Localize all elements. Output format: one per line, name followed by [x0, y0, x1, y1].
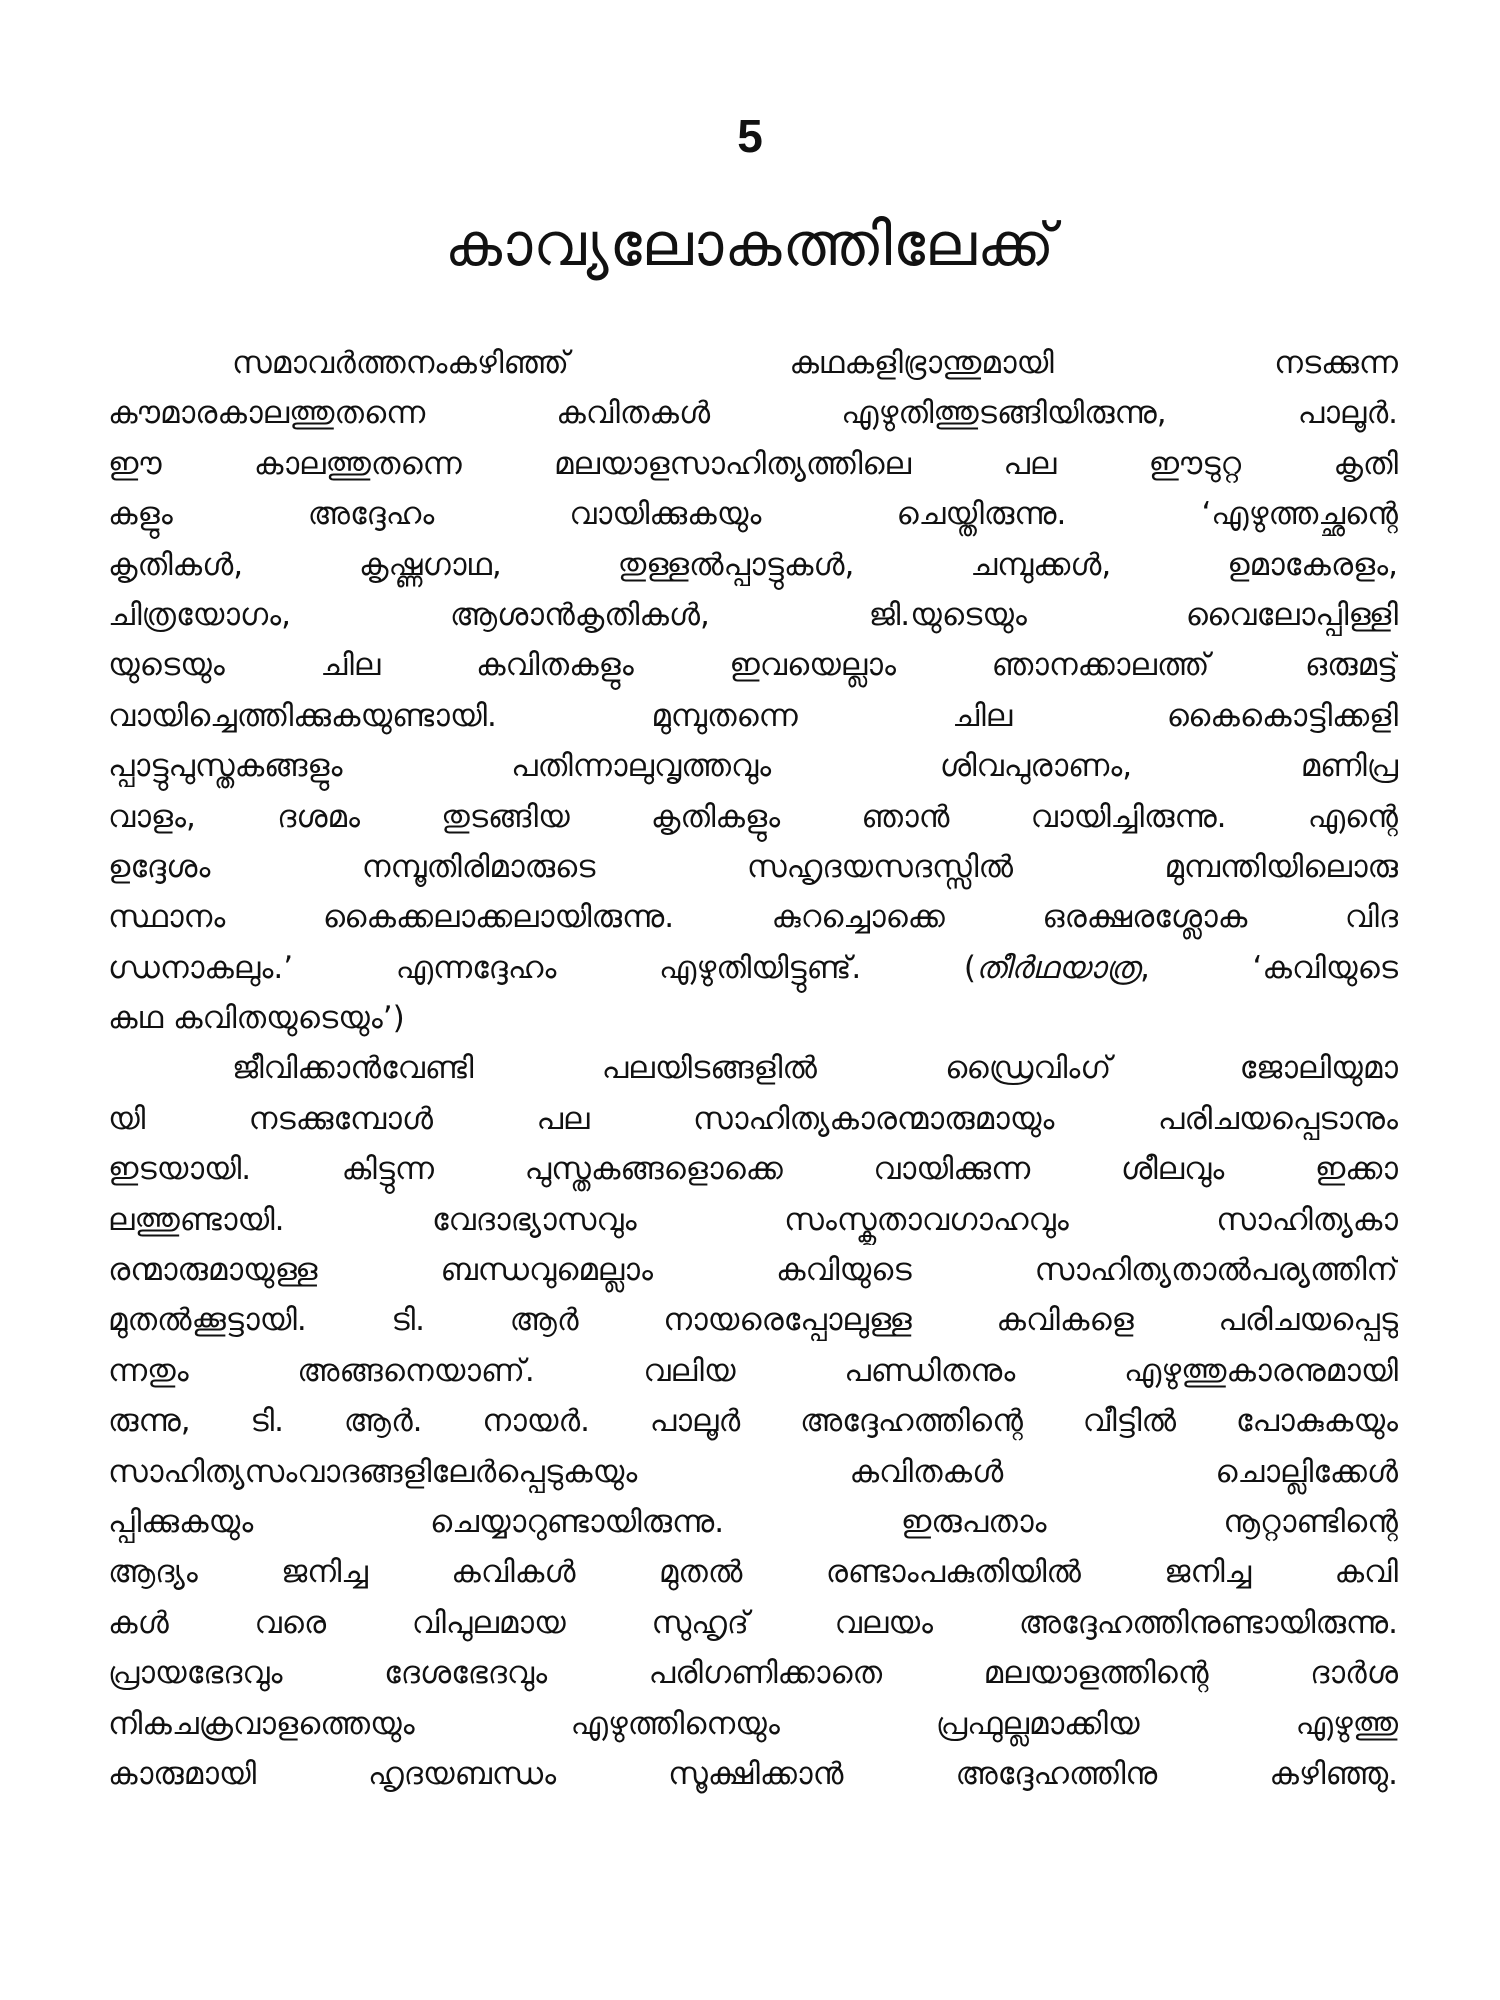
paragraph-line: കൗമാരകാലത്തുതന്നെ കവിതകൾ എഴുതിത്തുടങ്ങിയിരുന്നു, പാലൂർ.: [108, 395, 1398, 432]
paragraph-line: ചിത്രയോഗം, ആശാൻകൃതികൾ, ജി.യുടെയും വൈലോപ്പിള്ളി: [108, 596, 1398, 633]
line-text: ഗ്ധനാകലും.’ എന്നദ്ദേഹം എഴുതിയിട്ടുണ്ട്. (: [108, 949, 976, 986]
paragraph-line: കഥ കവിതയുടെയും’): [108, 1000, 405, 1037]
paragraph-line: വാളം, ദശമം തുടങ്ങിയ കൃതികളും ഞാൻ വായിച്ചിരുന്നു. എന്റെ: [108, 798, 1398, 835]
paragraph-line: രന്മാരുമായുള്ള ബന്ധവുമെല്ലാം കവിയുടെ സാഹിത്യതാൽപര്യത്തിന്: [108, 1252, 1398, 1289]
chapter-number: 5: [737, 110, 763, 162]
paragraph-line: ലത്തുണ്ടായി. വേദാഭ്യാസവും സംസ്കൃതാവഗാഹവും സാഹിത്യകാ: [108, 1201, 1398, 1238]
line-text: , ‘കവിയുടെ: [1140, 949, 1398, 986]
paragraph-line: മുതൽക്കൂട്ടായി. ടി. ആർ നായരെപ്പോലുള്ള കവികളെ പരിചയപ്പെടു: [108, 1302, 1398, 1339]
paragraph-line: ഉദ്ദേശം നമ്പൂതിരിമാരുടെ സഹൃദയസദസ്സിൽ മുമ്പന്തിയിലൊരു: [108, 848, 1398, 885]
paragraph-line: ന്നതും അങ്ങനെയാണ്. വലിയ പണ്ഡിതനും എഴുത്തുകാരനുമായി: [108, 1352, 1398, 1389]
book-title-italic: തീർഥയാത്ര: [975, 949, 1141, 986]
paragraph-line: യുടെയും ചില കവിതകളും ഇവയെല്ലാം ഞാനക്കാലത്ത് ഒരുമട്ട്: [108, 647, 1398, 684]
paragraph-line: ജീവിക്കാൻവേണ്ടി പലയിടങ്ങളിൽ ഡ്രൈവിംഗ് ജോലിയുമാ: [232, 1050, 1398, 1087]
paragraph-line: കൾ വരെ വിപുലമായ സുഹൃദ് വലയം അദ്ദേഹത്തിനുണ്ടായിരുന്നു.: [108, 1604, 1398, 1641]
paragraph-line: യി നടക്കുമ്പോൾ പല സാഹിത്യകാരന്മാരുമായും പരിചയപ്പെടാനും: [108, 1100, 1398, 1137]
paragraph-line: പ്രായഭേദവും ദേശഭേദവും പരിഗണിക്കാതെ മലയാളത്തിന്റെ ദാർശ: [108, 1655, 1398, 1692]
chapter-title: കാവ്യലോകത്തിലേക്ക്: [444, 210, 1056, 280]
paragraph-line: [108, 943, 1398, 993]
paragraph-line: നികചക്രവാളത്തെയും എഴുത്തിനെയും പ്രഫുല്ലമാക്കിയ എഴുത്തു: [108, 1705, 1398, 1742]
paragraph-line: ആദ്യം ജനിച്ച കവികൾ മുതൽ രണ്ടാംപകുതിയിൽ ജനിച്ച കവി: [108, 1554, 1398, 1591]
paragraph-line: സ്ഥാനം കൈക്കലാക്കലായിരുന്നു. കുറച്ചൊക്കെ ഒരക്ഷരശ്ലോക വിദ: [108, 899, 1398, 936]
paragraph-line: സാഹിത്യസംവാദങ്ങളിലേർപ്പെടുകയും കവിതകൾ ചൊല്ലിക്കേൾ: [108, 1453, 1398, 1490]
paragraph-line: പ്പാട്ടുപുസ്തകങ്ങളും പതിന്നാലുവൃത്തവും ശിവപുരാണം, മണിപ്ര: [108, 748, 1398, 785]
paragraph-line: കാരുമായി ഹൃദയബന്ധം സൂക്ഷിക്കാൻ അദ്ദേഹത്തിനു കഴിഞ്ഞു.: [108, 1755, 1398, 1792]
paragraph-line: സമാവർത്തനംകഴിഞ്ഞ് കഥകളിഭ്രാന്തുമായി നടക്കുന്ന: [232, 345, 1398, 381]
paragraph-line: വായിച്ചെത്തിക്കുകയുണ്ടായി. മുമ്പുതന്നെ ചില കൈകൊട്ടിക്കളി: [108, 697, 1398, 734]
paragraph-line: പ്പിക്കുകയും ചെയ്യാറുണ്ടായിരുന്നു. ഇരുപതാം നൂറ്റാണ്ടിന്റെ: [108, 1503, 1398, 1540]
paragraph-line: ഇടയായി. കിട്ടുന്ന പുസ്തകങ്ങളൊക്കെ വായിക്കുന്ന ശീലവും ഇക്കാ: [108, 1151, 1398, 1188]
paragraph-line: രുന്നു, ടി. ആർ. നായർ. പാലൂർ അദ്ദേഹത്തിന്റെ വീട്ടിൽ പോകുകയും: [108, 1403, 1398, 1440]
paragraph-line: കൃതികൾ, കൃഷ്ണഗാഥ, തുള്ളൽപ്പാട്ടുകൾ, ചമ്പുക്കൾ, ഉമാകേരളം,: [108, 546, 1398, 583]
body-text: [108, 338, 1398, 1799]
paragraph-line: ഈ കാലത്തുതന്നെ മലയാളസാഹിത്യത്തിലെ പല ഈടുറ്റ കൃതി: [108, 445, 1398, 482]
paragraph-line: കളും അദ്ദേഹം വായിക്കുകയും ചെയ്തിരുന്നു. ‘എഴുത്തച്ഛന്റെ: [108, 496, 1398, 533]
